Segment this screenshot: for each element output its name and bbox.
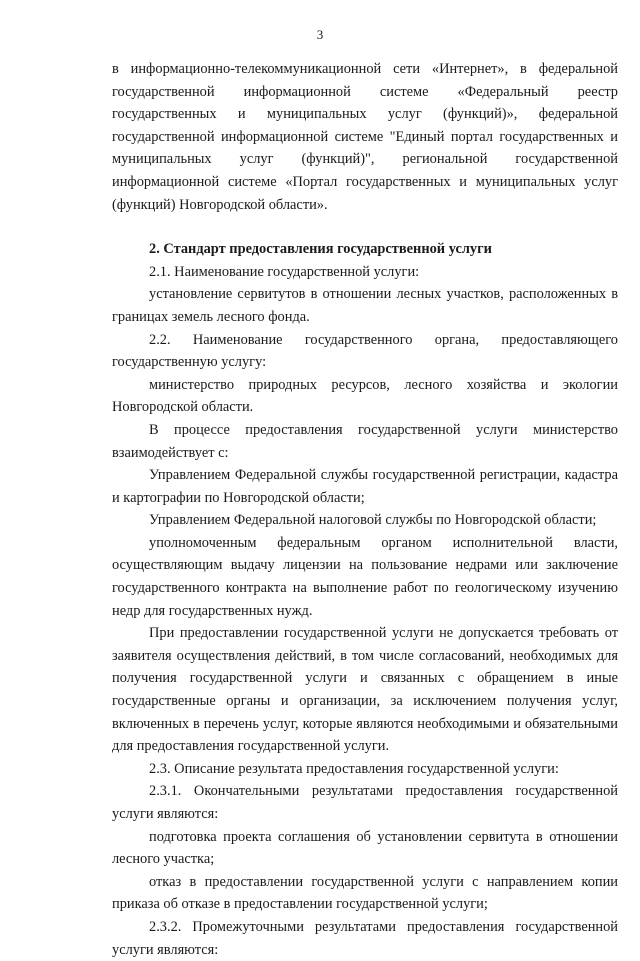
paragraph-2-3-1: 2.3.1. Окончательными результатами предоставления государственной услуги являются: [112,783,618,822]
ministry-name: министерство природных ресурсов, лесного хозяйства и экологии Новгородской области. [112,376,618,416]
paragraph-2-2: 2.2. Наименование государственного органа, предоставляющего государственную услугу: [112,331,618,371]
document-body [112,58,618,961]
page-number: 3 [316,27,324,42]
paragraph-2-3-2: 2.3.2. Промежуточными результатами предоставления государственной услуги являются: [112,918,618,958]
service-name: установление сервитутов в отношении лесных участков, расположенных в границах земель лесного фонда. [112,286,618,325]
section-heading: 2. Стандарт предоставления государственной услуги [149,241,492,258]
paragraph-2-1: 2.1. Наименование государственной услуги: [149,263,420,280]
result-item-refusal: отказ в предоставлении государственной услуги с направлением копии приказа об отказе в предоставлении государственной услуги; [112,873,618,913]
list-item-federal-authority: уполномоченным федеральным органом исполнительной власти, осуществляющим выдачу лицензии на пользование недрами или заключение государственного контракта на выполнение работ по геологическому изучению недр для государственных нужд. [112,534,618,619]
paragraph-2-3: 2.3. Описание результата предоставления государственной услуги: [149,760,559,777]
list-item-tax-service: Управлением Федеральной налоговой службы по Новгородской области; [149,512,597,529]
result-item-agreement: подготовка проекта соглашения об установлении сервитута в отношении лесного участка; [112,828,618,868]
interaction-paragraph: В процессе предоставления государственной услуги министерство взаимодействует с: [112,421,618,461]
intro-paragraph: в информационно-телекоммуникационной сети «Интернет», в федеральной государственной информационной системе «Федеральный реестр государственных и муниципальных услуг (функций)», федеральной государственной информационной системе "Единый портал государственных и муниципальных услуг (функций)", региональной государственной информационной системе «Портал государственных и муниципальных услуг (функций) Новгородской области». [112,61,618,213]
prohibition-paragraph: При предоставлении государственной услуги не допускается требовать от заявителя осуществления действий, в том числе согласований, необходимых для получения государственной услуги и связанных с обращением в иные государственные органы и организации, за исключением получения услуг, включенных в перечень услуг, которые являются необходимыми и обязательными для предоставления государственной услуги. [112,625,618,755]
list-item-rosreestr: Управлением Федеральной службы государственной регистрации, кадастра и картографии по Новгородской области; [112,467,618,506]
